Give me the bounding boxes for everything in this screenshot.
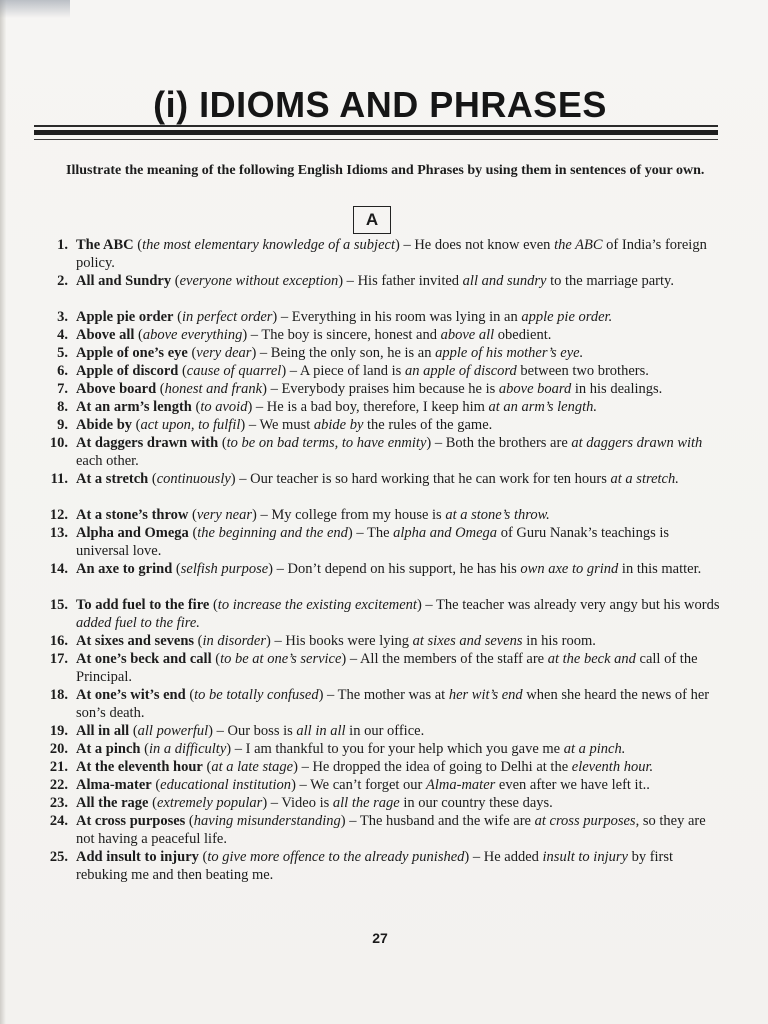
idiom-meaning: in perfect order <box>181 309 273 325</box>
example-text: in our country these days. <box>399 795 553 811</box>
example-text: Our teacher is so hard working that he can work for ten hours <box>250 471 611 487</box>
idiom-meaning: cause of quarrel <box>186 363 282 379</box>
example-text: each other. <box>76 453 139 469</box>
example-text: A piece of land is <box>299 363 405 379</box>
idiom-term: At an arm’s length <box>76 399 192 415</box>
item-body: Alma-mater (educational institution) – We can’t forget our Alma-mater even after we have left it.. <box>76 777 650 793</box>
item-number: 14. <box>49 561 68 577</box>
item-number: 13. <box>49 525 68 541</box>
example-text: The <box>366 525 394 541</box>
idiom-term: At a stone’s throw <box>76 507 189 523</box>
example-text: call of the Principal. <box>76 651 698 685</box>
example-text: to the marriage party. <box>546 273 674 289</box>
idiom-meaning: honest and frank <box>164 381 263 397</box>
idiom-term: Alpha and Omega <box>76 525 189 541</box>
example-text: by first rebuking me and then beating me. <box>76 849 674 883</box>
item-body: To add fuel to the fire (to increase the existing excitement) – The teacher was already very angy but his words added fuel to the fire. <box>76 597 720 631</box>
example-text: Everybody praises him because he is <box>281 381 499 397</box>
page-number: 27 <box>372 930 388 946</box>
item-number: 5. <box>57 345 68 361</box>
example-text: He added <box>483 849 543 865</box>
example-text: All the members of the staff are <box>359 651 548 667</box>
idiom-meaning: in a difficulty <box>148 741 227 757</box>
exercise-instruction: Illustrate the meaning of the following English Idioms and Phrases by using them in sentences of your own. <box>66 163 705 178</box>
idiom-usage: all in all <box>296 723 346 739</box>
idiom-term: All in all <box>76 723 130 739</box>
example-text: He dropped the idea of going to Delhi at the <box>312 759 572 775</box>
idiom-usage: above all <box>440 327 495 343</box>
idiom-term: Apple of one’s eye <box>76 345 188 361</box>
idiom-meaning: to be on bad terms, to have enmity <box>226 435 427 451</box>
idiom-meaning: selfish purpose <box>180 561 269 577</box>
item-body: Apple of discord (cause of quarrel) – A piece of land is an apple of discord between two brothers. <box>76 363 649 379</box>
idiom-meaning: in disorder <box>202 633 267 649</box>
item-body: At one’s wit’s end (to be totally confused) – The mother was at her wit’s end when she heard the news of her son’s death. <box>76 687 710 721</box>
item-body: Apple of one’s eye (very dear) – Being the only son, he is an apple of his mother’s eye. <box>76 345 584 361</box>
item-number: 15. <box>49 597 68 613</box>
item-number: 17. <box>49 651 68 667</box>
example-text: in his dealings. <box>571 381 663 397</box>
idiom-usage: at sixes and sevens <box>412 633 523 649</box>
idiom-meaning: to avoid <box>200 399 248 415</box>
idiom-usage: at the beck and <box>547 651 636 667</box>
idiom-usage: own axe to grind <box>520 561 619 577</box>
example-text: We can’t forget our <box>310 777 427 793</box>
idiom-usage: at a stretch. <box>610 471 679 487</box>
item-body: Alpha and Omega (the beginning and the end) – The alpha and Omega of Guru Nanak’s teachings is universal love. <box>76 525 670 559</box>
item-body: Abide by (act upon, to fulfil) – We must abide by the rules of the game. <box>76 417 493 433</box>
page-corner-smudge <box>0 0 70 18</box>
example-text: obedient. <box>494 327 552 343</box>
example-text: I am thankful to you for your help which you gave me <box>245 741 564 757</box>
title-rule-bottom <box>34 139 718 140</box>
item-body: At a stretch (continuously) – Our teacher is so hard working that he can work for ten hours at a stretch. <box>76 471 679 487</box>
item-body: Above board (honest and frank) – Everybody praises him because he is above board in his dealings. <box>76 381 663 397</box>
idiom-meaning: the most elementary knowledge of a subject <box>142 237 395 253</box>
example-text: between two brothers. <box>516 363 649 379</box>
example-text: Both the brothers are <box>445 435 572 451</box>
idiom-term: An axe to grind <box>76 561 173 577</box>
example-text: when she heard the news of her son’s death. <box>76 687 710 721</box>
item-body: At daggers drawn with (to be on bad terms, to have enmity) – Both the brothers are at daggers drawn with each other. <box>76 435 703 469</box>
idiom-usage: alpha and Omega <box>393 525 498 541</box>
example-text: even after we have left it.. <box>495 777 650 793</box>
idiom-meaning: very near <box>196 507 252 523</box>
idiom-meaning: to give more offence to the already punished <box>207 849 465 865</box>
example-text: in our office. <box>345 723 425 739</box>
item-number: 21. <box>49 759 68 775</box>
idiom-meaning: the beginning and the end <box>197 525 348 541</box>
item-number: 6. <box>57 363 68 379</box>
idiom-meaning: above everything <box>142 327 243 343</box>
example-text: The mother was at <box>337 687 449 703</box>
item-body: All the rage (extremely popular) – Video is all the rage in our country these days. <box>76 795 553 811</box>
example-text: of India’s foreign policy. <box>76 237 707 271</box>
item-body: At the eleventh hour (at a late stage) – He dropped the idea of going to Delhi at the eleventh hour. <box>76 759 654 775</box>
title-rule-top <box>34 125 718 127</box>
idiom-term: At a pinch <box>76 741 141 757</box>
example-text: His father invited <box>357 273 463 289</box>
item-number: 9. <box>57 417 68 433</box>
idiom-term: Apple of discord <box>76 363 179 379</box>
item-number: 10. <box>49 435 68 451</box>
example-text: the rules of the game. <box>363 417 493 433</box>
item-number: 24. <box>49 813 68 829</box>
item-body: Above all (above everything) – The boy is sincere, honest and above all obedient. <box>76 327 552 343</box>
idiom-term: At the eleventh hour <box>76 759 203 775</box>
idiom-meaning: to be at one’s service <box>220 651 342 667</box>
idiom-term: Alma-mater <box>76 777 152 793</box>
example-text: in this matter. <box>618 561 702 577</box>
idiom-term: At sixes and sevens <box>76 633 195 649</box>
item-number: 1. <box>57 237 68 253</box>
idiom-meaning: at a late stage <box>211 759 294 775</box>
idiom-usage: apple pie order. <box>521 309 613 325</box>
idiom-meaning: everyone without exception <box>179 273 339 289</box>
item-number: 18. <box>49 687 68 703</box>
item-body: At sixes and sevens (in disorder) – His books were lying at sixes and sevens in his room. <box>76 633 596 649</box>
page-binding-shadow <box>0 0 6 1024</box>
example-text: in his room. <box>522 633 596 649</box>
idiom-term: At one’s beck and call <box>76 651 212 667</box>
item-body: At one’s beck and call (to be at one’s service) – All the members of the staff are at the beck and call of the Principal. <box>76 651 698 685</box>
idiom-term: Apple pie order <box>76 309 174 325</box>
idiom-usage: all the rage <box>332 795 400 811</box>
idiom-term: At one’s wit’s end <box>76 687 186 703</box>
example-text: , so they are not having a peaceful life. <box>76 813 706 847</box>
idiom-meaning: all powerful <box>137 723 209 739</box>
item-body: Add insult to injury (to give more offence to the already punished) – He added insult to injury by first rebuking me and then beating me. <box>76 849 674 883</box>
idiom-meaning: having misunderstanding <box>193 813 341 829</box>
item-body: At cross purposes (having misunderstanding) – The husband and the wife are at cross purposes, so they are not having a peaceful life. <box>76 813 706 847</box>
item-number: 4. <box>57 327 68 343</box>
idiom-usage: at cross purposes <box>534 813 636 829</box>
idiom-term: Add insult to injury <box>76 849 199 865</box>
idiom-meaning: continuously <box>156 471 231 487</box>
idiom-usage: Alma-mater <box>426 777 496 793</box>
example-text: of Guru Nanak’s teachings is universal love. <box>76 525 670 559</box>
idiom-term: At cross purposes <box>76 813 186 829</box>
item-number: 16. <box>49 633 68 649</box>
example-text: Our boss is <box>227 723 297 739</box>
item-number: 23. <box>49 795 68 811</box>
idiom-usage: eleventh hour. <box>571 759 654 775</box>
idiom-usage: the ABC <box>554 237 603 253</box>
idiom-meaning: very dear <box>196 345 252 361</box>
item-body: The ABC (the most elementary knowledge of a subject) – He does not know even the ABC of India’s foreign policy. <box>76 237 707 271</box>
idiom-term: At daggers drawn with <box>76 435 219 451</box>
item-number: 25. <box>49 849 68 865</box>
item-number: 20. <box>49 741 68 757</box>
item-number: 2. <box>57 273 68 289</box>
example-text: My college from my house is <box>271 507 446 523</box>
example-text: The boy is sincere, honest and <box>261 327 441 343</box>
item-number: 11. <box>50 471 68 487</box>
idiom-usage: all and sundry <box>462 273 547 289</box>
page-title: (i) IDIOMS AND PHRASES <box>153 84 607 125</box>
example-text: His books were lying <box>285 633 413 649</box>
example-text: Being the only son, he is an <box>270 345 436 361</box>
example-text: Everything in his room was lying in an <box>291 309 522 325</box>
item-number: 7. <box>57 381 68 397</box>
item-body: Apple pie order (in perfect order) – Everything in his room was lying in an apple pie order. <box>76 309 613 325</box>
idiom-usage: her wit’s end <box>448 687 523 703</box>
item-body: At a pinch (in a difficulty) – I am thankful to you for your help which you gave me at a pinch. <box>76 741 626 757</box>
item-body: An axe to grind (selfish purpose) – Don’t depend on his support, he has his own axe to grind in this matter. <box>76 561 702 577</box>
idiom-term: Above board <box>76 381 157 397</box>
idiom-usage: at a stone’s throw. <box>445 507 550 523</box>
example-text: He is a bad boy, therefore, I keep him <box>266 399 489 415</box>
item-number: 12. <box>49 507 68 523</box>
section-letter-box: A <box>353 206 391 234</box>
idiom-term: Abide by <box>76 417 133 433</box>
idiom-meaning: to be totally confused <box>194 687 319 703</box>
title-rule-thick <box>34 130 718 135</box>
idiom-usage: above board <box>498 381 572 397</box>
idiom-meaning: extremely popular <box>156 795 263 811</box>
idiom-meaning: educational institution <box>160 777 292 793</box>
idiom-usage: apple of his mother’s eye. <box>435 345 584 361</box>
example-text: The husband and the wife are <box>359 813 535 829</box>
idiom-term: Above all <box>76 327 135 343</box>
example-text: Video is <box>281 795 333 811</box>
item-body: At a stone’s throw (very near) – My college from my house is at a stone’s throw. <box>76 507 550 523</box>
idiom-term: To add fuel to the fire <box>76 597 210 613</box>
example-text: We must <box>259 417 314 433</box>
idiom-usage: added fuel to the fire. <box>76 615 200 631</box>
idiom-meaning: to increase the existing excitement <box>217 597 417 613</box>
example-text: He does not know even <box>414 237 555 253</box>
idiom-usage: at a pinch. <box>563 741 626 757</box>
idiom-usage: abide by <box>313 417 364 433</box>
idiom-usage: at an arm’s length. <box>488 399 598 415</box>
idiom-usage: at daggers drawn with <box>571 435 703 451</box>
example-text: Don’t depend on his support, he has his <box>287 561 521 577</box>
item-number: 8. <box>57 399 68 415</box>
item-number: 22. <box>49 777 68 793</box>
item-number: 3. <box>57 309 68 325</box>
idiom-term: All the rage <box>76 795 149 811</box>
idiom-usage: an apple of discord <box>404 363 517 379</box>
idiom-term: The ABC <box>76 237 134 253</box>
example-text: The teacher was already very angy but his words <box>436 597 720 613</box>
item-body: All and Sundry (everyone without exception) – His father invited all and sundry to the marriage party. <box>76 273 674 289</box>
item-number: 19. <box>49 723 68 739</box>
item-body: At an arm’s length (to avoid) – He is a bad boy, therefore, I keep him at an arm’s length. <box>76 399 598 415</box>
idiom-term: At a stretch <box>76 471 149 487</box>
idiom-term: All and Sundry <box>76 273 172 289</box>
idiom-meaning: act upon, to fulfil <box>140 417 241 433</box>
idiom-usage: insult to injury <box>542 849 628 865</box>
item-body: All in all (all powerful) – Our boss is all in all in our office. <box>76 723 425 739</box>
